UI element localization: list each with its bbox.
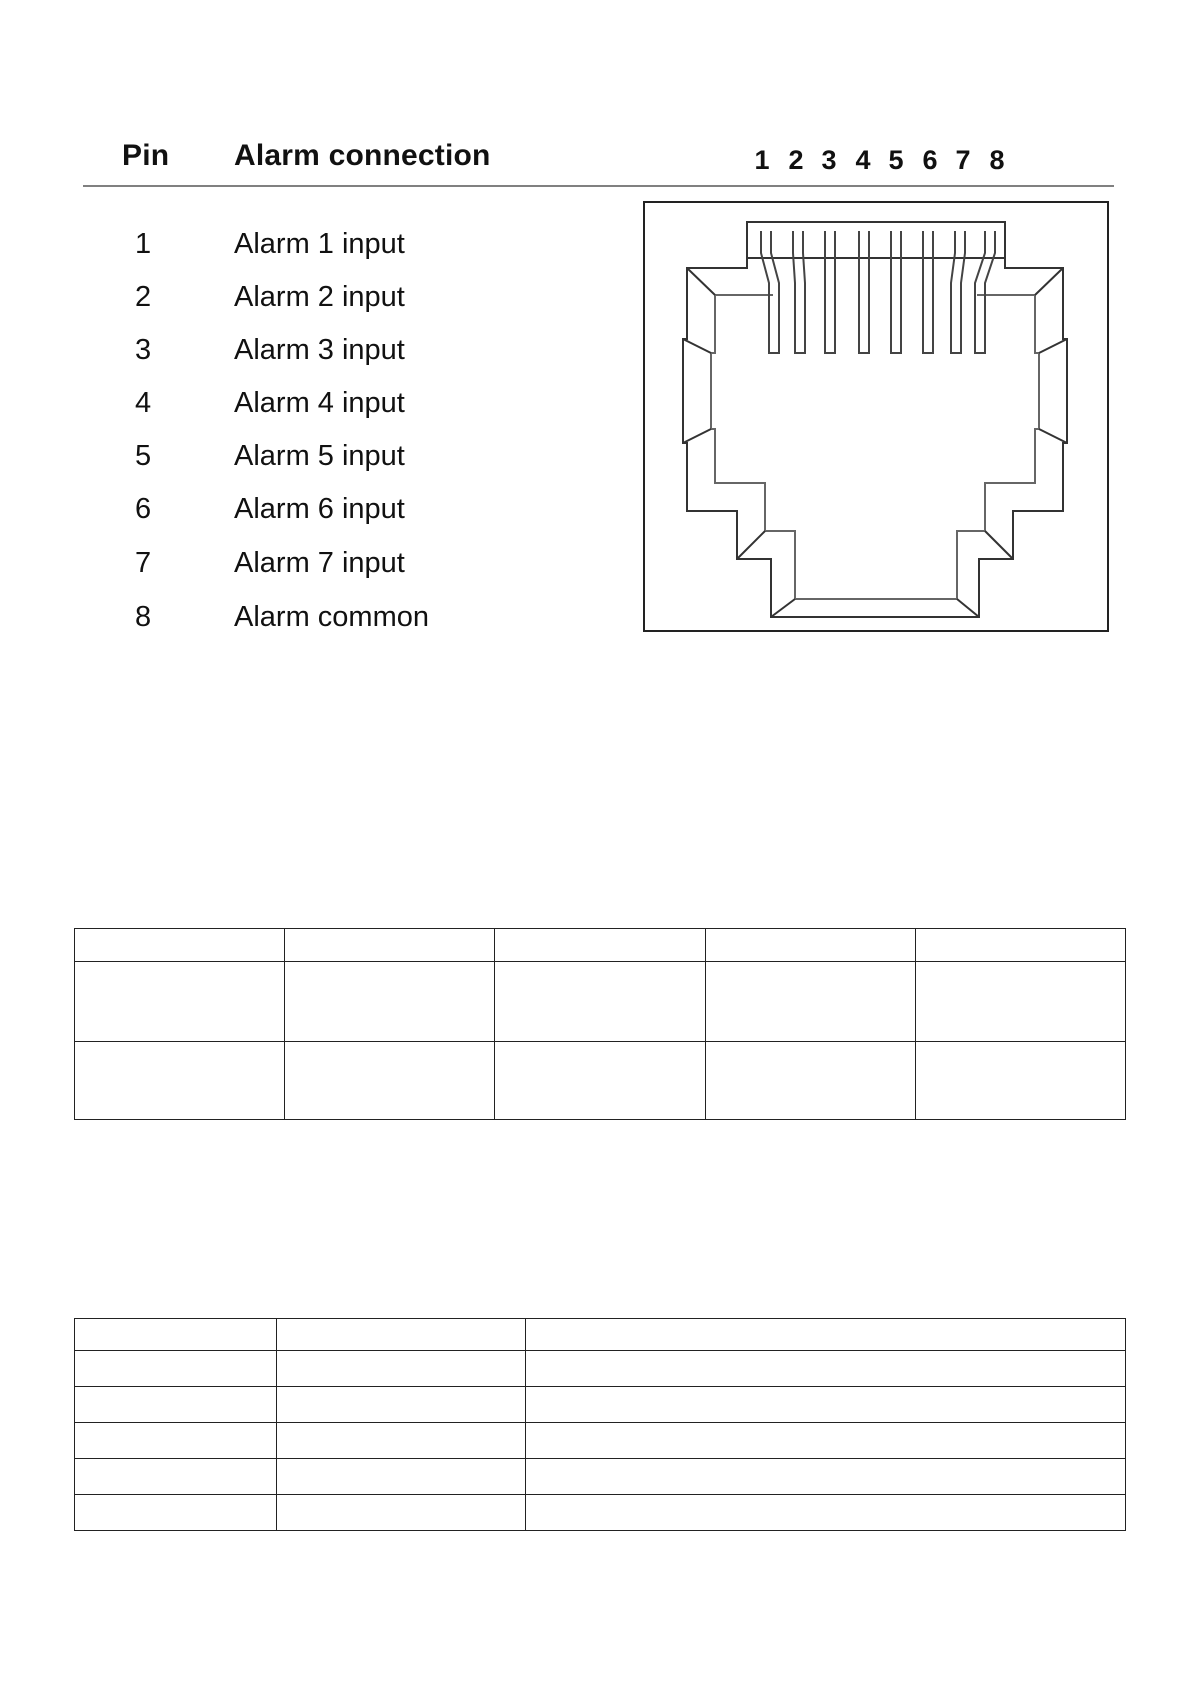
pin-row	[0, 595, 560, 639]
pin-column-header: Pin	[122, 139, 170, 172]
table-cell	[915, 929, 1125, 962]
table-cell	[495, 929, 705, 962]
table-cell	[525, 1319, 1125, 1351]
table-cell	[525, 1423, 1125, 1459]
table-cell	[75, 1319, 277, 1351]
header-rule	[83, 185, 1114, 187]
connector-pin-numbers	[752, 142, 1010, 178]
table-cell	[285, 1042, 495, 1120]
table-cell	[285, 962, 495, 1042]
pin-label: Alarm 4 input	[234, 387, 405, 419]
pin-number: 3	[135, 334, 152, 366]
connector-pin-number: 1	[754, 145, 770, 175]
pin-label: Alarm 2 input	[234, 281, 405, 313]
table-row	[75, 962, 1126, 1042]
table-cell	[495, 1042, 705, 1120]
table-cell	[705, 962, 915, 1042]
table-cell	[495, 962, 705, 1042]
pin-label: Alarm 6 input	[234, 493, 405, 525]
table-cell	[75, 1387, 277, 1423]
pin-label: Alarm 1 input	[234, 228, 405, 260]
table-cell	[75, 1423, 277, 1459]
table-cell	[276, 1387, 525, 1423]
contact-springs	[761, 231, 995, 353]
table-row	[75, 1423, 1126, 1459]
pin-label: Alarm 3 input	[234, 334, 405, 366]
table-row	[75, 1387, 1126, 1423]
pin-row	[0, 487, 560, 531]
table-row	[75, 1459, 1126, 1495]
pin-number: 8	[135, 601, 152, 633]
pin-number: 5	[135, 440, 152, 472]
jack-inner-wall	[711, 295, 1039, 599]
pin-row	[0, 328, 560, 372]
table-cell	[525, 1387, 1125, 1423]
alarm-connection-column-header: Alarm connection	[234, 139, 491, 172]
pin-number: 1	[135, 228, 152, 260]
table-cell	[75, 1042, 285, 1120]
table-cell	[525, 1351, 1125, 1387]
table-row	[75, 1351, 1126, 1387]
rj45-jack-drawing	[645, 203, 1107, 630]
pin-row	[0, 222, 560, 266]
table-cell	[915, 962, 1125, 1042]
contact-block	[747, 222, 1005, 258]
table-header-row	[75, 1319, 1126, 1351]
pin-label: Alarm 5 input	[234, 440, 405, 472]
pin-number: 4	[135, 387, 152, 419]
jack-outline	[683, 222, 1067, 617]
table-row	[75, 1042, 1126, 1120]
table-cell	[285, 929, 495, 962]
table-cell	[276, 1351, 525, 1387]
pin-row	[0, 275, 560, 319]
table-cell	[915, 1042, 1125, 1120]
pin-label: Alarm common	[234, 601, 429, 633]
table-cell	[276, 1423, 525, 1459]
connector-pin-number: 3	[821, 145, 837, 175]
table-cell	[75, 1459, 277, 1495]
table-cell	[525, 1495, 1125, 1531]
table-cell	[276, 1495, 525, 1531]
table-cell	[705, 1042, 915, 1120]
table-cell	[75, 929, 285, 962]
connector-pin-number: 2	[788, 145, 804, 175]
pin-number: 6	[135, 493, 152, 525]
pin-number: 2	[135, 281, 152, 313]
empty-table-5-col	[74, 928, 1126, 1120]
connector-pin-number: 7	[955, 145, 971, 175]
pin-row	[0, 381, 560, 425]
connector-pin-number: 8	[989, 145, 1005, 175]
table-cell	[276, 1319, 525, 1351]
table-row	[75, 1495, 1126, 1531]
table-cell	[75, 1495, 277, 1531]
pin-number: 7	[135, 547, 152, 579]
table-cell	[525, 1459, 1125, 1495]
connector-pin-number: 5	[888, 145, 904, 175]
table-cell	[276, 1459, 525, 1495]
pin-row	[0, 434, 560, 478]
table-cell	[75, 962, 285, 1042]
pin-label: Alarm 7 input	[234, 547, 405, 579]
pin-row	[0, 541, 560, 585]
table-header-row	[75, 929, 1126, 962]
empty-table-3-col	[74, 1318, 1126, 1531]
connector-pin-number: 4	[855, 145, 871, 175]
table-cell	[705, 929, 915, 962]
table-cell	[75, 1351, 277, 1387]
rj45-jack-diagram	[643, 201, 1109, 632]
connector-pin-number: 6	[922, 145, 938, 175]
